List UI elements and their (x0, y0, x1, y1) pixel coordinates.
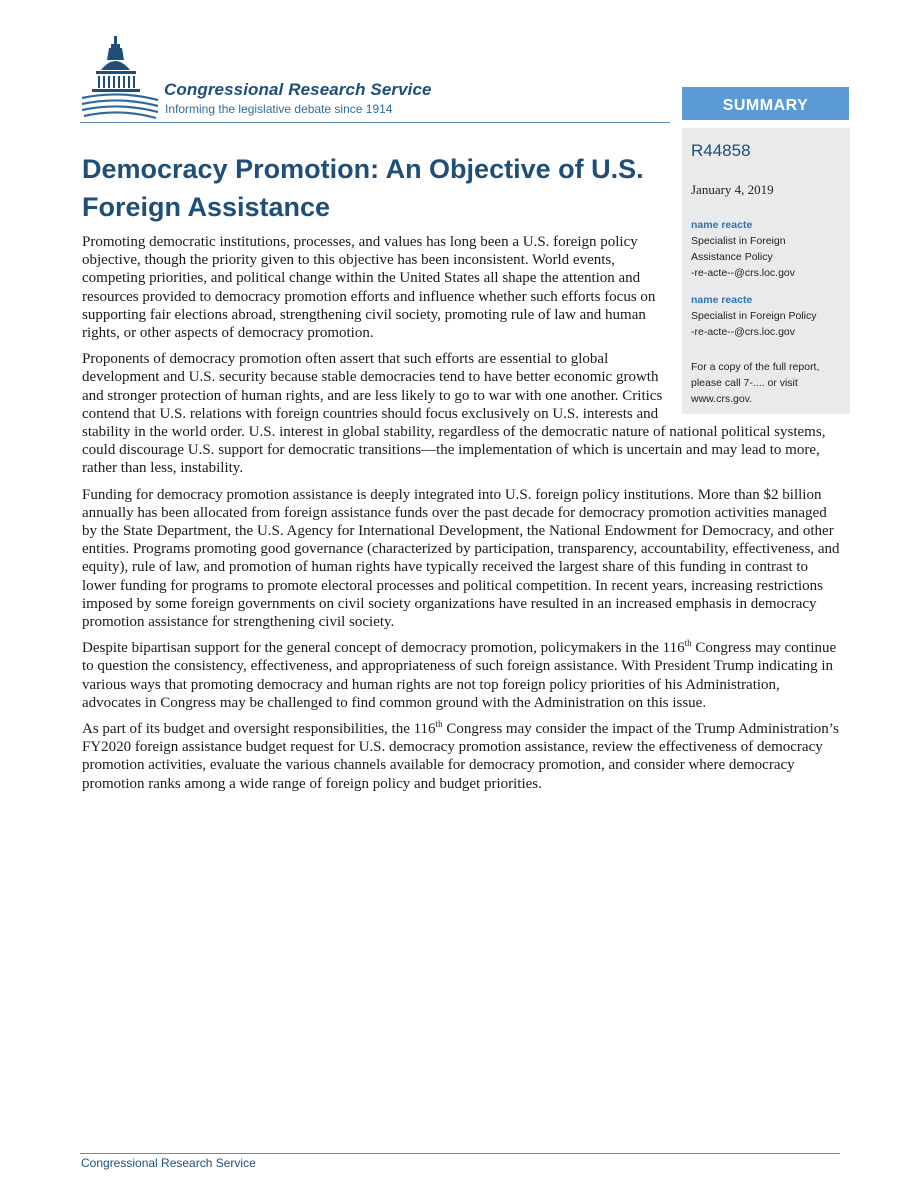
author-name: name reacte (691, 219, 753, 231)
author-email[interactable]: -re-acte--@crs.loc.gov (691, 326, 796, 338)
paragraph: Funding for democracy promotion assistance is deeply integrated into U.S. foreign policy institutions. More than $2 billion annually has been allocated from foreign assistance funds over the past decade for democracy promotion activities managed by the State Department, the U.S. Agency for International Development, the National Endowment for Democracy, and other entities. Programs promoting good governance (characterized by participation, transparency, accountability, effectiveness, and equity), rule of law, and promotion of human rights have typically received the largest share of this funding in contrast to lower funding for programs to promote electoral processes and political competition. In recent years, increasing restrictions imposed by some foreign governments on civil society organizations have resulted in an increased emphasis in democracy promotion assistance for strengthening civil society. (82, 486, 840, 631)
paragraph (82, 720, 840, 793)
paragraph (82, 639, 840, 712)
org-name: Congressional Research Service (164, 80, 432, 99)
paragraph: Promoting democratic institutions, processes, and values has long been a U.S. foreign policy objective, though the priority given to this objective has been inconsistent. World events, competing priorities, and political change within the United States all shape the attention and resources provided to democracy promotion efforts and influence whether such efforts focus on supporting fair elections abroad, strengthening civil society, promoting rule of law and human rights, or other aspects of democracy promotion. (82, 234, 656, 342)
paragraph-text: As part of its budget and oversight responsibilities, the 116 (82, 721, 436, 738)
author-title: Specialist in Foreign Policy (691, 310, 817, 322)
paragraph: Proponents of democracy promotion often assert that such efforts are essential to global development and U.S. security because stable democracies tend to have better economic growth and stronger protection of human rights, and are less likely to go to war with one another. Critics contend that U.S. relations with foreign countries should focus exclusively on U.S. interests and stability in the world order. U.S. interest in global stability, regardless of the democratic nature of national political systems, could discourage U.S. support for democratic transitions—the implementation of which is uncertain and may lead to more, rather than less, instability. (82, 351, 826, 477)
author-title: Specialist in Foreign (691, 235, 786, 247)
report-number: R44858 (691, 141, 751, 160)
summary-body (82, 233, 840, 801)
document-title: Democracy Promotion: An Objective of U.S. Foreign Assistance (82, 154, 644, 222)
summary-tab: SUMMARY (682, 87, 849, 120)
footer-org-name: Congressional Research Service (81, 1156, 256, 1170)
header-divider (80, 122, 670, 123)
author-title-cont: Assistance Policy (691, 251, 773, 263)
report-date: January 4, 2019 (691, 182, 774, 197)
paragraph-text: Despite bipartisan support for the general concept of democracy promotion, policymakers in the 116 (82, 640, 685, 657)
ordinal-suffix: th (435, 719, 443, 730)
org-tagline: Informing the legislative debate since 1914 (165, 102, 393, 116)
copy-request-note: For a copy of the full report, please call 7-.... or visit www.crs.gov. (691, 361, 820, 405)
paragraph-text: Congress may continue to question the consistency, effectiveness, and appropriateness of such foreign assistance. With President Trump indicating in various ways that promoting democracy and human rights are not top foreign policy priorities of his Administration, advocates in Congress may be challenged to find common ground with the Administration on this issue. (82, 640, 837, 711)
footer-divider (80, 1153, 840, 1154)
page-header (80, 34, 670, 124)
paragraph-text: Congress may consider the impact of the Trump Administration’s FY2020 foreign assistance budget request for U.S. democracy promotion assistance, review the effectiveness of democracy promotion activities, evaluate the various channels available for democracy promotion, and consider where democracy promotion ranks among a wide range of foreign policy and budget priorities. (82, 721, 839, 792)
author-name: name reacte (691, 294, 753, 306)
ordinal-suffix: th (684, 638, 692, 649)
author-email[interactable]: -re-acte--@crs.loc.gov (691, 267, 796, 279)
capitol-dome-logo-icon (80, 34, 160, 124)
sidebar-wrap-spacer (664, 233, 840, 418)
